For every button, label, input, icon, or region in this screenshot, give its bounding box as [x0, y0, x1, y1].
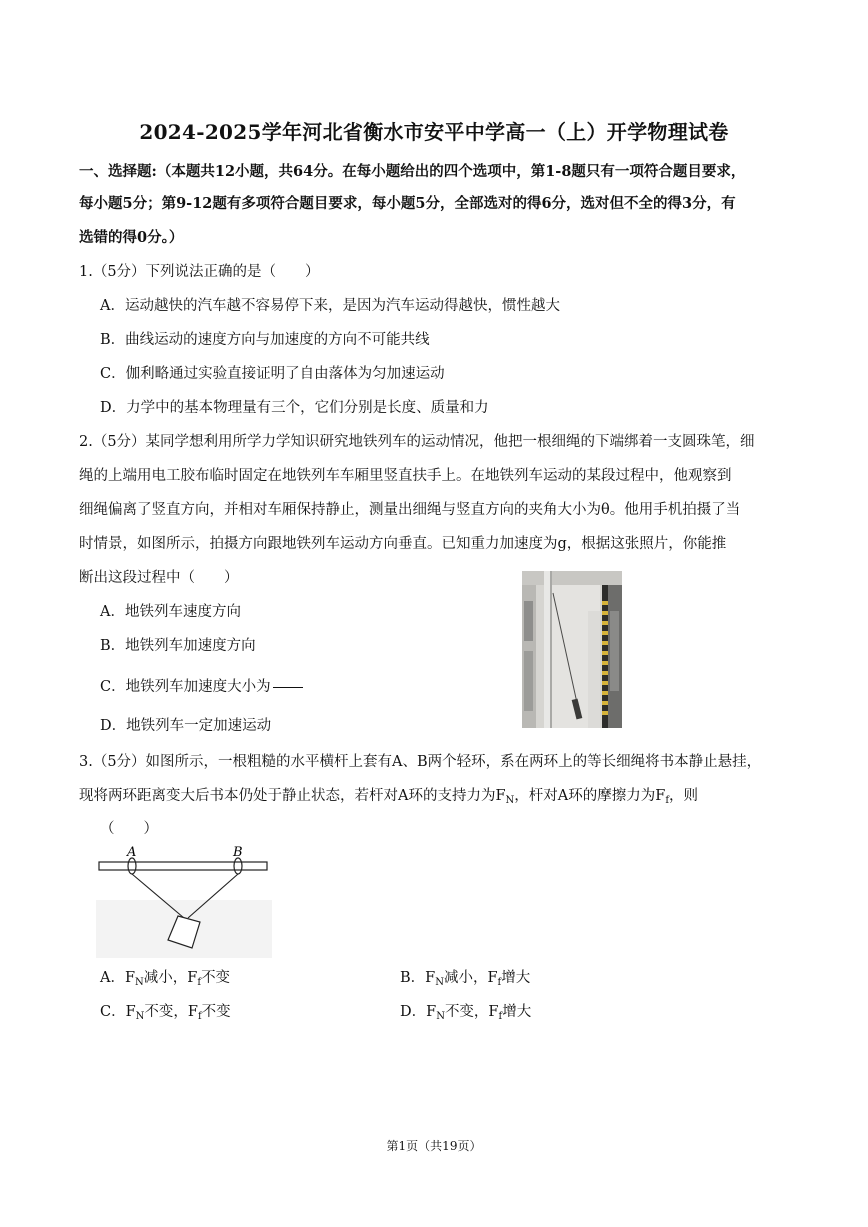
q1-option-a: A．运动越快的汽车越不容易停下来，是因为汽车运动得越快，惯性越大 [100, 298, 560, 314]
ring-a-label: A [127, 845, 137, 860]
q1-option-d: D．力学中的基本物理量有三个，它们分别是长度、质量和力 [100, 400, 489, 416]
fraction-bar [273, 687, 303, 688]
q1-stem: 1.（5分）下列说法正确的是（ ） [79, 264, 320, 280]
q2-option-a: A．地铁列车速度方向 [100, 604, 241, 620]
q1-option-c: C．伽利略通过实验直接证明了自由落体为匀加速运动 [100, 366, 445, 382]
q2-option-c: C．地铁列车加速度大小为 [100, 677, 303, 697]
section-instructions-line3: 选错的得0分。） [79, 229, 184, 246]
q2-stem-line1: 2.（5分）某同学想利用所学力学知识研究地铁列车的运动情况，他把一根细绳的下端绑着一支圆珠笔，细 [79, 434, 755, 450]
q2-option-b: B．地铁列车加速度方向 [100, 638, 256, 654]
q2-stem-line3: 细绳偏离了竖直方向，并相对车厢保持静止，测量出细绳与竖直方向的夹角大小为θ。他用手机拍摄了当 [79, 502, 741, 518]
subway-photo-drawing [522, 571, 622, 728]
q3-stem-line1: 3.（5分）如图所示，一根粗糙的水平横杆上套有A、B两个轻环，系在两环上的等长细绳将书本静止悬挂， [79, 754, 762, 770]
ring-b-label: B [233, 845, 243, 860]
section-instructions-line1: 一、选择题:（本题共12小题，共64分。在每小题给出的四个选项中，第1-8题只有一项符合题目要求， [79, 163, 746, 180]
q3-option-a: A．$F_N$减小，$F_f$不变 [100, 970, 231, 988]
subway-photo [522, 571, 622, 728]
page-title: 2024-2025学年河北省衡水市安平中学高一（上）开学物理试卷 [139, 120, 729, 144]
section-instructions-line2: 每小题5分；第9-12题有多项符合题目要求，每小题5分，全部选对的得6分，选对但不全的得3分，有 [79, 195, 736, 212]
page-footer: 第1页（共19页） [386, 1139, 482, 1153]
q3-stem-line3: （ ） [100, 821, 158, 837]
q2-stem-line4: 时情景，如图所示，拍摄方向跟地铁列车运动方向垂直。已知重力加速度为g，根据这张照片，你能推 [79, 536, 727, 552]
q2-stem-line2: 绳的上端用电工胶布临时固定在地铁列车车厢里竖直扶手上。在地铁列车运动的某段过程中，他观察到 [79, 468, 732, 484]
q3-stem-line2: 现将两环距离变大后书本仍处于静止状态，若杆对A环的支持力为$F_N$，杆对A环的摩擦力为$F_f$，则 [79, 788, 699, 806]
q3-option-d: D．$F_N$不变，$F_f$增大 [400, 1004, 532, 1022]
q3-option-c: C．$F_N$不变，$F_f$不变 [100, 1004, 231, 1022]
q1-option-b: B．曲线运动的速度方向与加速度的方向不可能共线 [100, 332, 430, 348]
q3-option-b: B．$F_N$减小，$F_f$增大 [400, 970, 531, 988]
q2-option-d: D．地铁列车一定加速运动 [100, 718, 272, 734]
rod-rings-book-diagram [96, 840, 272, 958]
q2-stem-line5: 断出这段过程中（ ） [79, 570, 239, 586]
